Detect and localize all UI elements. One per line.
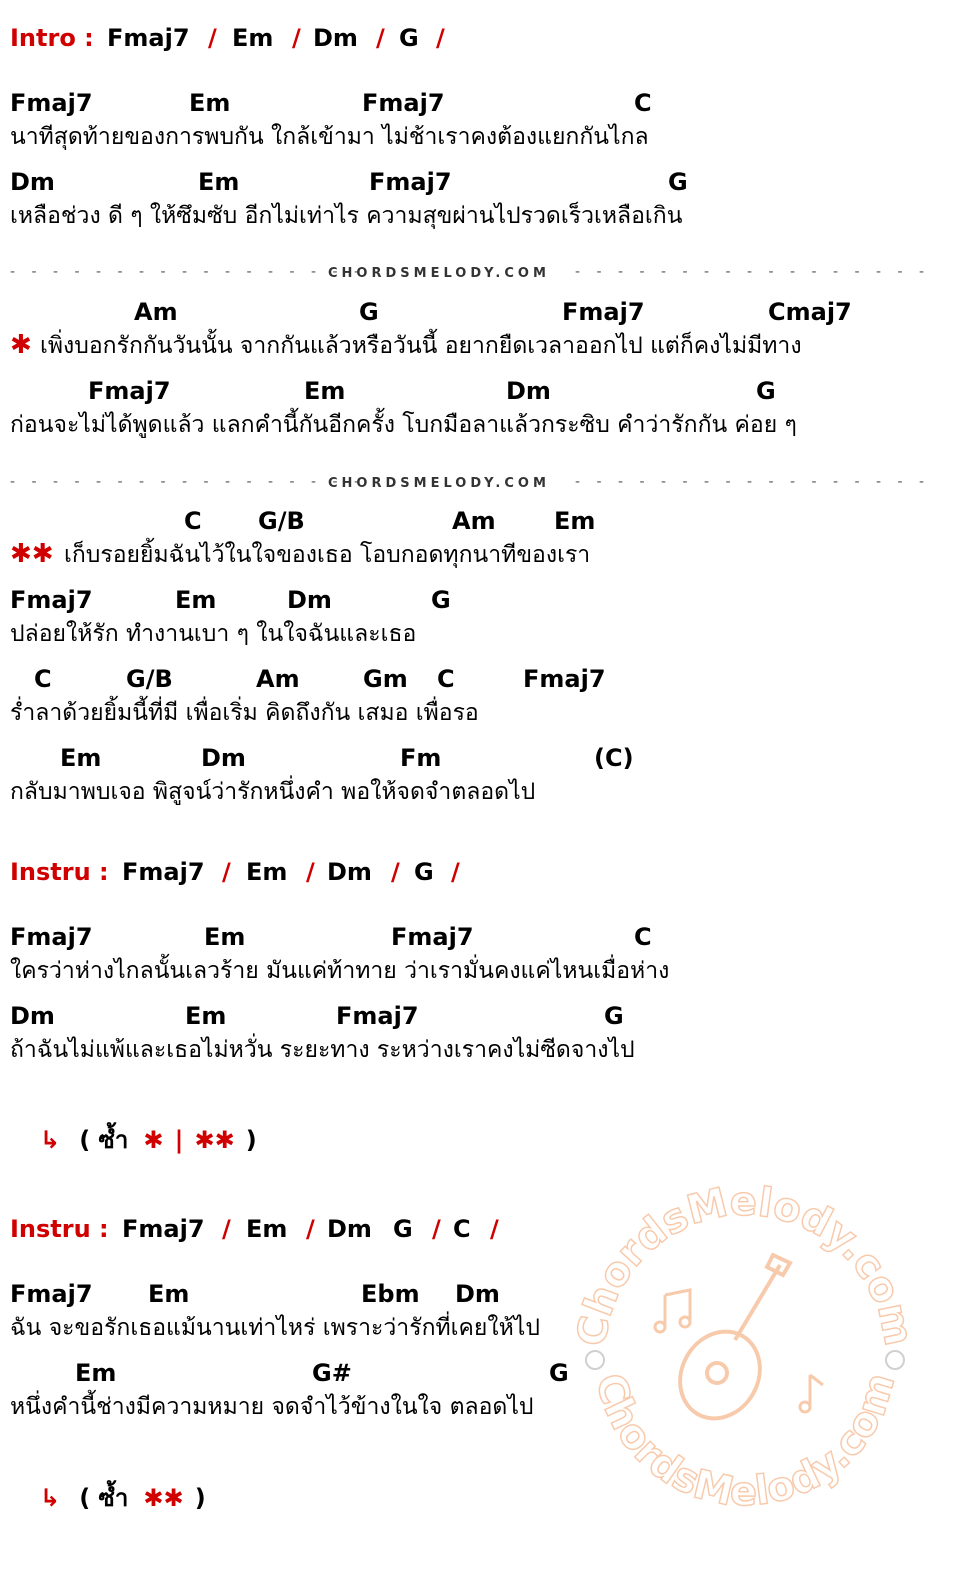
instru-slash: / bbox=[222, 1215, 231, 1243]
chord: Dm bbox=[455, 1280, 500, 1308]
chord: G/B bbox=[126, 665, 173, 693]
instru-chord: Em bbox=[246, 858, 288, 886]
separator-dashes: - - - - - - - - - - - - - - - - - bbox=[10, 264, 366, 280]
instru-label: Instru : bbox=[10, 1215, 109, 1243]
intro-chord-3: Dm bbox=[313, 24, 358, 52]
chord: Em bbox=[175, 586, 217, 614]
repeat-close: ) bbox=[245, 1126, 257, 1154]
chord: Em bbox=[60, 744, 102, 772]
chord: G bbox=[431, 586, 451, 614]
chord: Em bbox=[204, 923, 246, 951]
chord: G bbox=[668, 168, 688, 196]
watermark-text-bottom: ChordsMelody.com bbox=[586, 1367, 905, 1516]
chord: C bbox=[634, 923, 652, 951]
intro-chord-1: Fmaj7 bbox=[107, 24, 190, 52]
return-arrow-icon: ↳ bbox=[40, 1126, 61, 1154]
chord: Fmaj7 bbox=[10, 923, 93, 951]
chord: Dm bbox=[287, 586, 332, 614]
chord: Em bbox=[148, 1280, 190, 1308]
lyric-line: ร่ำลาด้วยยิ้มนี้ที่มี เพื่อเริ่ม คิดถึงกัน เสมอ เพื่อรอ bbox=[10, 700, 479, 726]
lyric-line: ฉัน จะขอรักเธอแม้นานเท่าไหร่ เพราะว่ารักที่เคยให้ไป bbox=[10, 1315, 540, 1341]
chord: Dm bbox=[506, 377, 551, 405]
chord: C bbox=[34, 665, 52, 693]
separator-dashes: - - - - - - - - - - - - - - - - - bbox=[575, 474, 931, 490]
instru-slash: / bbox=[490, 1215, 499, 1243]
chord: Fmaj7 bbox=[10, 1280, 93, 1308]
lyric-line: กลับมาพบเจอ พิสูจน์ว่ารักหนึ่งคำ พอให้จดจำตลอดไป bbox=[10, 779, 536, 805]
instru-chord: C bbox=[453, 1215, 471, 1243]
chord: Fmaj7 bbox=[10, 586, 93, 614]
chord: G/B bbox=[258, 507, 305, 535]
chord: Em bbox=[189, 89, 231, 117]
watermark-dot-icon bbox=[586, 1351, 604, 1369]
repeat-close: ) bbox=[194, 1484, 206, 1512]
chord: Em bbox=[75, 1359, 117, 1387]
chord: Em bbox=[198, 168, 240, 196]
chord: Fmaj7 bbox=[369, 168, 452, 196]
watermark-dot-icon bbox=[886, 1351, 904, 1369]
repeat-mark-2: ✱✱ bbox=[194, 1126, 235, 1154]
repeat-open: ( ซ้ำ bbox=[79, 1484, 129, 1512]
intro-slash-1: / bbox=[208, 24, 217, 52]
lyric-line: เพิ่งบอกรักกันวันนั้น จากกันแล้วหรือวันนี้ อยากยืดเวลาออกไป แต่ก็คงไม่มีทาง bbox=[40, 333, 802, 359]
chord: Gm bbox=[363, 665, 408, 693]
chord: Fmaj7 bbox=[562, 298, 645, 326]
guitar-icon bbox=[665, 1255, 790, 1433]
chord: Am bbox=[256, 665, 300, 693]
intro-slash-4: / bbox=[436, 24, 445, 52]
intro-label: Intro : bbox=[10, 24, 94, 52]
separator-dashes: - - - - - - - - - - - - - - - - - bbox=[10, 474, 366, 490]
repeat-instruction bbox=[40, 1120, 257, 1159]
chorus-marker: ✱✱ bbox=[10, 539, 54, 569]
instru-chord: G bbox=[414, 858, 434, 886]
chord: Am bbox=[452, 507, 496, 535]
chord: Fmaj7 bbox=[10, 89, 93, 117]
instru-slash: / bbox=[306, 1215, 315, 1243]
repeat-mark-1: ✱ bbox=[143, 1126, 164, 1154]
instru-chord: Fmaj7 bbox=[122, 1215, 205, 1243]
repeat-bar: | bbox=[174, 1126, 184, 1154]
chord: G bbox=[549, 1359, 569, 1387]
chord: Em bbox=[185, 1002, 227, 1030]
repeat-open: ( ซ้ำ bbox=[79, 1126, 129, 1154]
lyric-line: หนึ่งคำนี้ช่างมีความหมาย จดจำไว้ข้างในใจ ตลอดไป bbox=[10, 1394, 534, 1420]
chord: Am bbox=[134, 298, 178, 326]
chord: Cmaj7 bbox=[768, 298, 852, 326]
separator-text: CHORDSMELODY.COM bbox=[328, 266, 550, 281]
lyric-line: เก็บรอยยิ้มฉันไว้ในใจของเธอ โอบกอดทุกนาทีของเรา bbox=[64, 542, 591, 568]
instru-slash: / bbox=[451, 858, 460, 886]
intro-slash-3: / bbox=[376, 24, 385, 52]
music-note-icon bbox=[655, 1290, 690, 1332]
chord: Fmaj7 bbox=[523, 665, 606, 693]
chord: C bbox=[184, 507, 202, 535]
instru-chord: Dm bbox=[327, 1215, 372, 1243]
instru-chord: G bbox=[393, 1215, 413, 1243]
chorus-marker: ✱ bbox=[10, 330, 32, 360]
chord: Ebm bbox=[361, 1280, 420, 1308]
lyric-line: เหลือช่วง ดี ๆ ให้ซึมซับ อีกไม่เท่าไร ความสุขผ่านไปรวดเร็วเหลือเกิน bbox=[10, 203, 683, 229]
chord: C bbox=[634, 89, 652, 117]
instru-slash: / bbox=[222, 858, 231, 886]
lyric-line: นาทีสุดท้ายของการพบกัน ใกล้เข้ามา ไม่ช้าเราคงต้องแยกกันไกล bbox=[10, 124, 649, 150]
repeat-mark: ✱✱ bbox=[143, 1484, 184, 1512]
instru-slash: / bbox=[306, 858, 315, 886]
chord: G bbox=[756, 377, 776, 405]
intro-chord-2: Em bbox=[232, 24, 274, 52]
separator-text: CHORDSMELODY.COM bbox=[328, 476, 550, 491]
instru-chord: Dm bbox=[327, 858, 372, 886]
chord: Fmaj7 bbox=[88, 377, 171, 405]
chord: Dm bbox=[201, 744, 246, 772]
chord: (C) bbox=[594, 744, 634, 772]
repeat-instruction bbox=[40, 1478, 206, 1517]
chord: Dm bbox=[10, 1002, 55, 1030]
chord: Em bbox=[554, 507, 596, 535]
instru-label: Instru : bbox=[10, 858, 109, 886]
intro-slash-2: / bbox=[292, 24, 301, 52]
chord: G bbox=[359, 298, 379, 326]
chord: C bbox=[437, 665, 455, 693]
instru-slash: / bbox=[391, 858, 400, 886]
instru-slash: / bbox=[432, 1215, 441, 1243]
chord: Em bbox=[304, 377, 346, 405]
separator-dashes: - - - - - - - - - - - - - - - - - bbox=[575, 264, 931, 280]
chordsmelody-watermark-logo bbox=[565, 1175, 925, 1535]
chord: Fmaj7 bbox=[336, 1002, 419, 1030]
chord: Fmaj7 bbox=[391, 923, 474, 951]
chord: Fm bbox=[400, 744, 442, 772]
intro-chord-4: G bbox=[399, 24, 419, 52]
lyric-line: ถ้าฉันไม่แพ้และเธอไม่หวั่น ระยะทาง ระหว่างเราคงไม่ซีดจางไป bbox=[10, 1037, 635, 1063]
chord: Fmaj7 bbox=[362, 89, 445, 117]
chord: Dm bbox=[10, 168, 55, 196]
chord: G# bbox=[312, 1359, 352, 1387]
watermark-text-top: ChordsMelody.com bbox=[568, 1178, 922, 1350]
instru-chord: Em bbox=[246, 1215, 288, 1243]
return-arrow-icon: ↳ bbox=[40, 1484, 61, 1512]
lyric-line: ใครว่าห่างไกลนั้นเลวร้าย มันแค่ท้าทาย ว่าเรามั่นคงแค่ไหนเมื่อห่าง bbox=[10, 958, 670, 984]
eighth-note-icon bbox=[800, 1375, 823, 1412]
lyric-line: ปล่อยให้รัก ทำงานเบา ๆ ในใจฉันและเธอ bbox=[10, 621, 417, 647]
lyric-line: ก่อนจะไม่ได้พูดแล้ว แลกคำนี้กันอีกครั้ง โบกมือลาแล้วกระซิบ คำว่ารักกัน ค่อย ๆ bbox=[10, 412, 797, 438]
chord: G bbox=[604, 1002, 624, 1030]
instru-chord: Fmaj7 bbox=[122, 858, 205, 886]
